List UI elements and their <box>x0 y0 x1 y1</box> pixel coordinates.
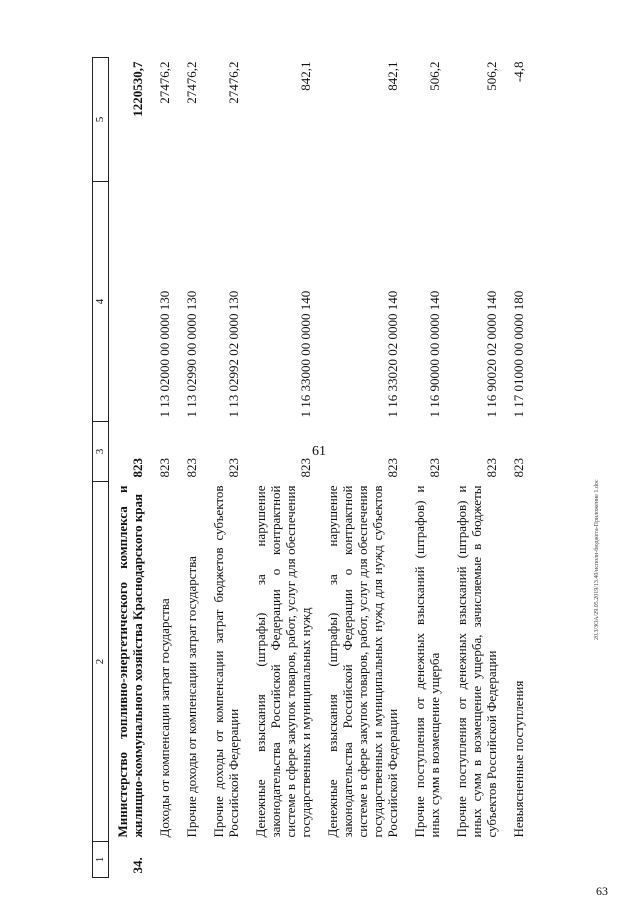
row-budget-code: 1 17 01000 00 0000 180 <box>511 290 526 418</box>
row-budget-code <box>109 182 152 422</box>
row-admin-code: 823 <box>484 458 499 478</box>
row-name: Прочие поступления от денежных взысканий (штрафов) и иных сумм в возмещение ущерба, зачисляемые в бюджеты субъектов Российской Федерации <box>454 485 499 838</box>
row-budget-code: 1 16 90020 02 0000 140 <box>484 290 499 418</box>
row-admin-code: 823 <box>385 458 400 478</box>
row-number <box>505 842 532 878</box>
row-number: 34. <box>130 857 145 874</box>
row-amount: 1220530,7 <box>130 61 145 117</box>
row-amount: -4,8 <box>511 61 526 83</box>
row-name: Прочие доходы от компенсации затрат бюджетов субъектов Российской Федерации <box>211 485 241 838</box>
row-admin-code: 823 <box>130 458 145 478</box>
row-budget-code: 1 13 02000 00 0000 130 <box>157 290 172 418</box>
table-row <box>109 58 152 878</box>
table-row <box>319 58 406 878</box>
table-row <box>505 58 532 878</box>
row-number <box>406 842 448 878</box>
row-number <box>205 842 247 878</box>
row-amount: 27476,2 <box>226 61 241 104</box>
row-admin-code: 823 <box>511 458 526 478</box>
row-budget-code: 1 16 33020 02 0000 140 <box>385 290 400 418</box>
row-name: Прочие поступления от денежных взысканий (штрафов) и иных сумм в возмещение ущерба <box>412 485 442 838</box>
rotated-budget-table <box>92 58 600 878</box>
column-header: 2 <box>93 482 109 842</box>
corner-page-number: 63 <box>596 884 608 898</box>
row-name: Министерство топливно-энергетического комплекса и жилищно-коммунального хозяйства Краснодарского края <box>115 485 145 838</box>
row-budget-code: 1 13 02990 00 0000 130 <box>184 290 199 418</box>
column-header: 4 <box>93 182 109 422</box>
row-number <box>178 842 205 878</box>
row-admin-code: 823 <box>184 458 199 478</box>
table-row <box>205 58 247 878</box>
row-budget-code: 1 16 33000 00 0000 140 <box>298 290 313 418</box>
row-admin-code: 823 <box>427 458 442 478</box>
table-row <box>406 58 448 878</box>
row-budget-code: 1 13 02992 02 0000 130 <box>226 290 241 418</box>
row-name: Денежные взыскания (штрафы) за нарушение законодательства Российской Федерации о контрактной системе в сфере закупок товаров, работ, услуг для обеспечения государственных и муниципальных нужд <box>253 485 313 838</box>
row-amount: 842,1 <box>385 61 400 91</box>
table-row <box>178 58 205 878</box>
column-header: 5 <box>93 58 109 182</box>
column-header: 3 <box>93 422 109 482</box>
row-name: Прочие доходы от компенсации затрат государства <box>184 556 199 838</box>
row-name: Невыясненные поступления <box>511 680 526 838</box>
row-budget-code: 1 16 90000 00 0000 140 <box>427 290 442 418</box>
document-path: 20.3/ЗОА/29.05.2019/13.40/исполн-бюджета-Приложение 1.doc <box>594 479 600 640</box>
row-admin-code: 823 <box>298 458 313 478</box>
row-number <box>319 842 406 878</box>
table-row <box>247 58 319 878</box>
row-amount: 506,2 <box>484 61 499 91</box>
row-admin-code: 823 <box>157 458 172 478</box>
row-admin-code: 823 <box>226 458 241 478</box>
column-header: 1 <box>93 842 109 878</box>
row-number <box>151 842 178 878</box>
row-amount: 842,1 <box>298 61 313 91</box>
table-row <box>448 58 505 878</box>
table-row <box>151 58 178 878</box>
row-amount: 27476,2 <box>157 61 172 104</box>
budget-table <box>92 57 532 878</box>
row-name: Денежные взыскания (штрафы) за нарушение законодательства Российской Федерации о контрактной системе в сфере закупок товаров, работ, услуг для обеспечения государственных и муниципальных нужд для нужд субъектов Российской Федерации <box>325 485 400 838</box>
row-number <box>448 842 505 878</box>
column-header-row <box>93 58 109 878</box>
row-name: Доходы от компенсации затрат государства <box>157 598 172 838</box>
row-number <box>247 842 319 878</box>
row-amount: 506,2 <box>427 61 442 91</box>
page-number: 61 <box>312 444 326 459</box>
row-amount: 27476,2 <box>184 61 199 104</box>
